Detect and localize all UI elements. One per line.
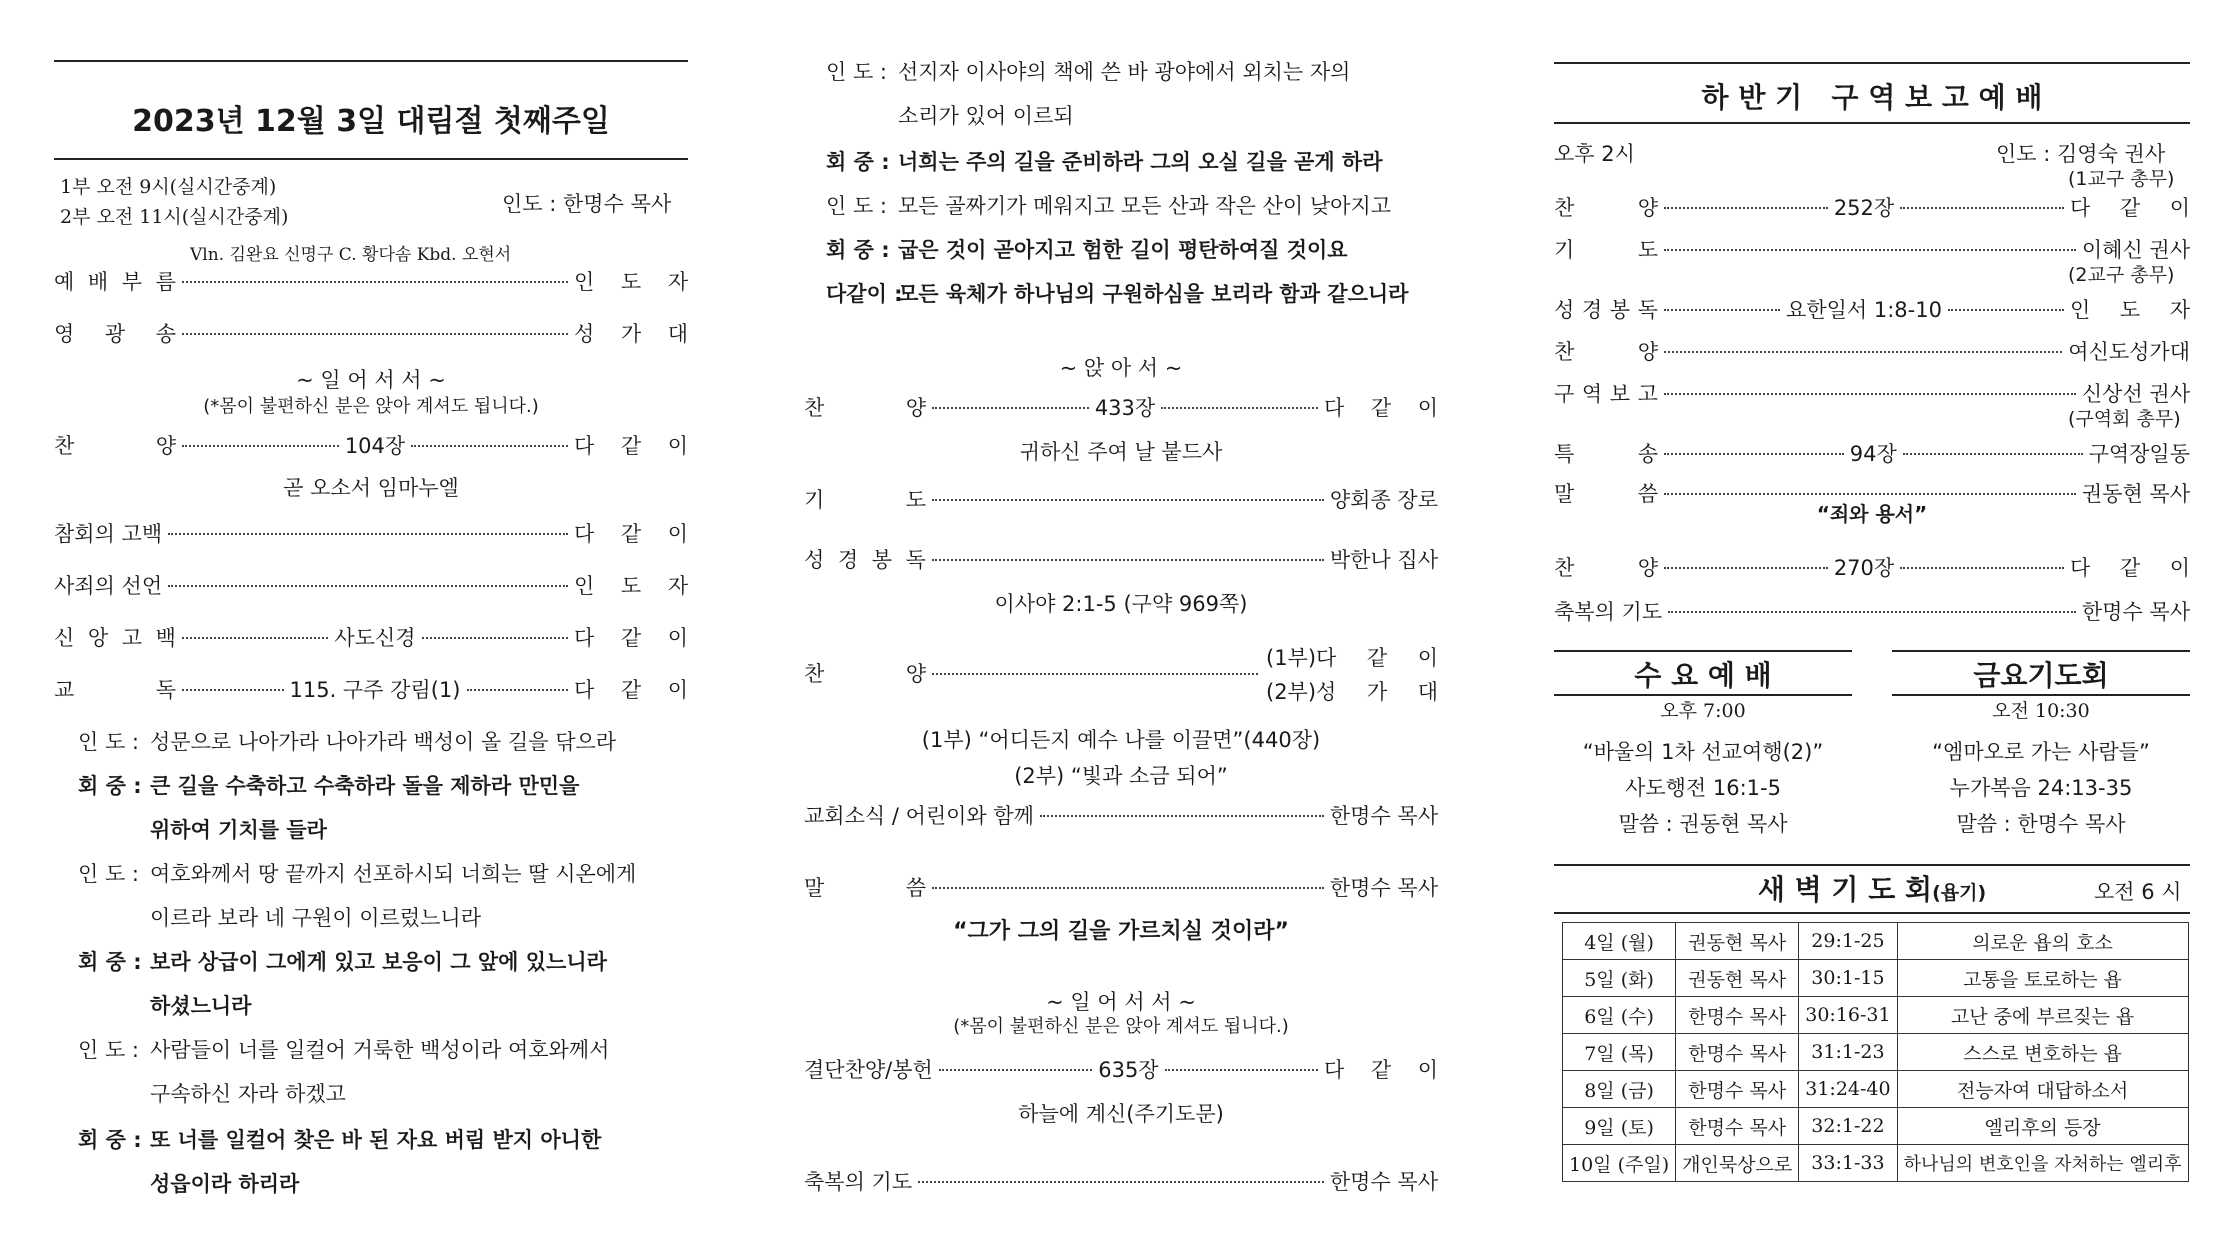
passage-cell: 33:1-33 [1799, 1145, 1897, 1182]
date-cell: 10일 (주일) [1563, 1145, 1676, 1182]
hymn-title: 귀하신 주여 날 붙드사 [1019, 440, 1223, 464]
leader-dots [1040, 815, 1324, 817]
order-value: 한명수 목사 [1329, 1170, 1438, 1194]
passage-cell: 30:1-15 [1799, 960, 1897, 997]
sermon-title: “그가 그의 길을 가르치실 것이라” [953, 919, 1289, 944]
order-label: 교회소식 / 어린이와 함께 [804, 804, 1034, 828]
preacher-cell: 개인묵상으로 [1676, 1145, 1799, 1182]
order-value: 다 같 이 [2070, 196, 2190, 220]
order-responsive-reading [54, 674, 688, 704]
order-news [804, 800, 1438, 830]
fri-title: 금요기도회 [1973, 659, 2109, 692]
order-value: 이혜신 권사 [2081, 238, 2190, 262]
leader-dots [1664, 351, 2062, 353]
leader-dots [1664, 393, 2076, 395]
resp-line: 구속하신 자라 하겠고 [150, 1082, 346, 1106]
wed-reference: 사도행전 16:1-5 [1625, 776, 1781, 800]
order-value: 인 도 자 [2070, 298, 2190, 322]
passage-cell: 32:1-22 [1799, 1108, 1897, 1145]
order-value: 다 같 이 [574, 522, 688, 546]
preacher-cell: 한명수 목사 [1676, 1071, 1799, 1108]
leader-dots [182, 281, 568, 283]
service-time-2: 2부 오전 11시(실시간중계) [60, 206, 289, 228]
resp-line: 모든 골짜기가 메워지고 모든 산과 작은 산이 낮아지고 [898, 194, 1392, 218]
order-label: 신 앙 고 백 [54, 626, 176, 650]
order-label: 교 독 [54, 678, 176, 702]
leader-dots [182, 637, 328, 639]
anthem-part1 [1266, 642, 1438, 672]
passage-cell: 30:16-31 [1799, 997, 1897, 1034]
hymn-number: 270장 [1833, 556, 1895, 580]
order-value: 인 도 자 [574, 270, 688, 294]
date-cell: 4일 (월) [1563, 923, 1676, 960]
resp-line: 이르라 보라 네 구원이 이르렀느니라 [150, 906, 481, 930]
preacher-cell: 권동현 목사 [1676, 923, 1799, 960]
leader-dots [1165, 1069, 1318, 1071]
page-title: 2023년 12월 3일 대림절 첫째주일 [132, 104, 610, 139]
resp-line: 위하여 기치를 들라 [150, 818, 327, 842]
order-label: 구 역 보 고 [1554, 382, 1658, 406]
table-row [1563, 1145, 2189, 1182]
wed-title: 수 요 예 배 [1634, 659, 1772, 692]
service-time-1: 1부 오전 9시(실시간중계) [60, 176, 277, 198]
resp-line: 하셨느니라 [150, 994, 252, 1018]
order-label: 기 도 [804, 488, 926, 512]
order-label: 기 도 [1554, 238, 1658, 262]
service-leader: 인도 : 한명수 목사 [502, 192, 672, 216]
table-row [1563, 1108, 2189, 1145]
dawn-title: 새 벽 기 도 회 [1757, 873, 1933, 906]
scripture-reference: 이사야 2:1-5 (구약 969쪽) [994, 592, 1248, 616]
order-label: 사죄의 선언 [54, 574, 163, 598]
leader-dots [1664, 249, 2076, 251]
sermon-title: “죄와 용서” [1816, 502, 1928, 526]
order-prayer [804, 484, 1438, 514]
hymn-title: 곧 오소서 임마누엘 [283, 476, 459, 500]
fri-top-rule [1892, 650, 2190, 652]
order-label: 찬 양 [804, 662, 926, 686]
left-title-rule [54, 158, 688, 160]
fri-time: 오전 10:30 [1992, 700, 2090, 722]
passage-cell: 29:1-25 [1799, 923, 1897, 960]
fri-preacher: 말씀 : 한명수 목사 [1956, 812, 2126, 836]
resp-line: 굽은 것이 곧아지고 험한 길이 평탄하여질 것이요 [898, 238, 1348, 262]
resp-line: 선지자 이사야의 책에 쓴 바 광야에서 외치는 자의 [898, 60, 1351, 84]
order-closing-hymn [804, 1054, 1438, 1084]
order-label: 영 광 송 [54, 322, 176, 346]
hymn-number: 104장 [344, 434, 406, 458]
topic-cell: 스스로 변호하는 욥 [1897, 1034, 2188, 1071]
order-gloria [54, 318, 688, 348]
leader-dots [1903, 453, 2083, 455]
order-value: 다 같 이 [2070, 556, 2190, 580]
resp-line: 보라 상급이 그에게 있고 보응이 그 앞에 있느니라 [150, 950, 607, 974]
order-label: 축복의 기도 [804, 1170, 913, 1194]
anthem-part2 [1266, 676, 1438, 706]
fri-reference: 누가복음 24:13-35 [1949, 776, 2133, 800]
resp-line: 너희는 주의 길을 준비하라 그의 오실 길을 곧게 하라 [898, 150, 1383, 174]
right-top-rule [1554, 62, 2190, 64]
order-label: 말 씀 [804, 876, 926, 900]
order-value: 한명수 목사 [2081, 600, 2190, 624]
section-title: 하 반 기 구 역 보 고 예 배 [1701, 81, 2043, 114]
meeting-time: 오후 2시 [1554, 142, 1635, 166]
resp-who: 회 중 : [826, 238, 890, 262]
topic-cell: 고난 중에 부르짖는 욥 [1897, 997, 2188, 1034]
order-value: 여신도성가대 [2068, 340, 2190, 364]
order-value: 신상선 권사 [2081, 382, 2190, 406]
leader-dots [1668, 611, 2076, 613]
leader-dots [932, 559, 1324, 561]
table-row [1563, 960, 2189, 997]
order-absolution [54, 570, 688, 600]
leader-dots [1948, 309, 2064, 311]
order-hymn-r1 [1554, 192, 2190, 222]
date-cell: 8일 (금) [1563, 1071, 1676, 1108]
order-label: 축복의 기도 [1554, 600, 1663, 624]
hymn-number: 252장 [1833, 196, 1895, 220]
resp-line: 또 너를 일컬어 찾은 바 된 자요 버림 받지 아니한 [150, 1128, 602, 1152]
leader-dots [168, 585, 568, 587]
order-value: 성 가 대 [574, 322, 688, 346]
order-scripture [804, 544, 1438, 574]
order-sermon [804, 872, 1438, 902]
wed-top-rule [1554, 650, 1852, 652]
order-hymn [54, 430, 688, 460]
hymn-number: 635장 [1098, 1058, 1159, 1082]
order-label: 참회의 고백 [54, 522, 163, 546]
fri-sermon: “엠마오로 가는 사람들” [1932, 740, 2150, 764]
leader-dots [1664, 207, 1828, 209]
order-special [1554, 438, 2190, 468]
closing-title: 하늘에 계신(주기도문) [1018, 1102, 1224, 1126]
passage-cell: 31:1-23 [1799, 1034, 1897, 1071]
resp-who: 인 도 : [826, 60, 887, 84]
resp-line: 성문으로 나아가라 나아가라 백성이 올 길을 닦으라 [150, 730, 617, 754]
order-value: 한명수 목사 [1329, 876, 1438, 900]
preacher-cell: 권동현 목사 [1676, 960, 1799, 997]
topic-cell: 엘리후의 등장 [1897, 1108, 2188, 1145]
preacher-cell: 한명수 목사 [1676, 1108, 1799, 1145]
resp-who: 인 도 : [826, 194, 887, 218]
order-benediction [804, 1166, 1438, 1196]
leader-dots [1900, 207, 2064, 209]
resp-who: 인 도 : [78, 862, 139, 886]
order-value: 양회종 장로 [1329, 488, 1438, 512]
order-label: 찬 양 [1554, 340, 1658, 364]
leader-dots [1900, 567, 2064, 569]
creed-name: 사도신경 [334, 626, 416, 650]
date-cell: 5일 (화) [1563, 960, 1676, 997]
resp-line: 여호와께서 땅 끝까지 선포하시되 너희는 딸 시온에게 [150, 862, 637, 886]
wed-time: 오후 7:00 [1660, 700, 1746, 722]
sit-heading: ~ 앉 아 서 ~ [1059, 356, 1183, 380]
order-value: 다 같 이 [574, 626, 688, 650]
topic-cell: 하나님의 변호인을 자처하는 엘리후 [1897, 1145, 2188, 1182]
resp-who: 회 중 : [826, 150, 890, 174]
leader-dots [932, 887, 1324, 889]
resp-who: 인 도 : [78, 1038, 139, 1062]
scripture-reference: 요한일서 1:8-10 [1786, 298, 1942, 322]
musicians: Vln. 김완요 신명구 C. 황다솜 Kbd. 오현서 [190, 245, 512, 265]
order-hymn-2 [804, 392, 1438, 422]
order-label: 성 경 봉 독 [804, 548, 926, 572]
order-value: 다 같 이 [1324, 396, 1438, 420]
order-label: 결단찬양/봉헌 [804, 1058, 933, 1082]
leader-dots [918, 1181, 1324, 1183]
part-label: (2부) [1266, 680, 1317, 704]
order-sub: (구역회 총무) [2068, 408, 2181, 430]
order-benediction-r [1554, 596, 2190, 626]
order-sub: (2교구 총무) [2068, 264, 2175, 286]
meeting-leader: 인도 : 김영숙 권사 [1996, 142, 2166, 166]
leader-dots [932, 673, 1258, 675]
stand-heading: ~ 일 어 서 서 ~ [296, 368, 446, 392]
order-value: 다 같 이 [1324, 1058, 1438, 1082]
order-label: 성 경 봉 독 [1554, 298, 1658, 322]
stand-note: (*몸이 불편하신 분은 앉아 계셔도 됩니다.) [203, 396, 539, 417]
order-value: 다 같 이 [574, 434, 688, 458]
anthem-title-1: (1부) “어디든지 예수 나를 이끌면”(440장) [921, 728, 1321, 752]
resp-who: 회 중 : [78, 950, 142, 974]
leader-dots [182, 333, 568, 335]
right-title-rule [1554, 122, 2190, 124]
order-scripture-r [1554, 294, 2190, 324]
order-value: 권동현 목사 [2081, 482, 2190, 506]
order-label: 특 송 [1554, 442, 1658, 466]
dawn-time: 오전 6 시 [2094, 880, 2182, 904]
resp-line: 소리가 있어 이르되 [898, 104, 1074, 128]
leader-dots [422, 637, 568, 639]
wed-preacher: 말씀 : 권동현 목사 [1618, 812, 1788, 836]
order-value: 다 같 이 [1316, 646, 1438, 670]
order-hymn-r2 [1554, 336, 2190, 366]
dawn-title-rule [1554, 912, 2190, 914]
anthem-title-2: (2부) “빛과 소금 되어” [1014, 764, 1228, 788]
order-label: 찬 양 [54, 434, 176, 458]
stand-note-2: (*몸이 불편하신 분은 앉아 계셔도 됩니다.) [953, 1016, 1289, 1037]
wed-sermon: “바울의 1차 선교여행(2)” [1582, 740, 1824, 764]
dawn-subtitle: (욥기) [1932, 882, 1987, 904]
table-row [1563, 997, 2189, 1034]
hymn-number: 94장 [1849, 442, 1897, 466]
resp-who: 인 도 : [78, 730, 139, 754]
topic-cell: 전능자여 대답하소서 [1897, 1071, 2188, 1108]
order-label: 예 배 부 름 [54, 270, 176, 294]
leader-dots [932, 407, 1089, 409]
table-row [1563, 923, 2189, 960]
leader-dots [182, 689, 284, 691]
stand-heading-2: ~ 일 어 서 서 ~ [1046, 990, 1196, 1014]
leader-dots [182, 445, 339, 447]
topic-cell: 의로운 욥의 호소 [1897, 923, 2188, 960]
leader-dots [939, 1069, 1092, 1071]
leader-dots [1664, 309, 1780, 311]
resp-line: 성읍이라 하리라 [150, 1172, 300, 1196]
leader-dots [1664, 567, 1828, 569]
order-value: 한명수 목사 [1329, 804, 1438, 828]
leader-dots [168, 533, 568, 535]
resp-who: 다같이 : [826, 282, 903, 306]
leader-dots [1161, 407, 1318, 409]
meeting-leader-sub: (1교구 총무) [2068, 168, 2175, 190]
order-confession [54, 518, 688, 548]
order-value: 인 도 자 [574, 574, 688, 598]
order-label: 찬 양 [804, 396, 926, 420]
dawn-top-rule [1554, 864, 2190, 866]
preacher-cell: 한명수 목사 [1676, 1034, 1799, 1071]
passage-cell: 31:24-40 [1799, 1071, 1897, 1108]
order-label: 찬 양 [1554, 556, 1658, 580]
leader-dots [1664, 453, 1844, 455]
order-label: 찬 양 [1554, 196, 1658, 220]
table-row [1563, 1071, 2189, 1108]
order-value: 박한나 집사 [1329, 548, 1438, 572]
order-creed [54, 622, 688, 652]
order-value: 구역장일동 [2088, 442, 2191, 466]
leader-dots [1664, 493, 2076, 495]
resp-line: 사람들이 너를 일컬어 거룩한 백성이라 여호와께서 [150, 1038, 610, 1062]
date-cell: 7일 (목) [1563, 1034, 1676, 1071]
preacher-cell: 한명수 목사 [1676, 997, 1799, 1034]
order-value: 성 가 대 [1316, 680, 1438, 704]
reading-title: 115. 구주 강림(1) [289, 678, 461, 702]
order-label: 말 씀 [1554, 482, 1658, 506]
resp-who: 회 중 : [78, 1128, 142, 1152]
order-call-to-worship [54, 266, 688, 296]
resp-line: 큰 길을 수축하고 수축하라 돌을 제하라 만민을 [150, 774, 580, 798]
date-cell: 9일 (토) [1563, 1108, 1676, 1145]
left-top-rule [54, 60, 688, 62]
order-value: 다 같 이 [574, 678, 688, 702]
part-label: (1부) [1266, 646, 1317, 670]
leader-dots [411, 445, 568, 447]
leader-dots [932, 499, 1324, 501]
hymn-number: 433장 [1094, 396, 1156, 420]
table-row [1563, 1034, 2189, 1071]
order-hymn-r3 [1554, 552, 2190, 582]
resp-line: 모든 육체가 하나님의 구원하심을 보리라 함과 같으니라 [898, 282, 1409, 306]
topic-cell: 고통을 토로하는 욥 [1897, 960, 2188, 997]
leader-dots [467, 689, 569, 691]
date-cell: 6일 (수) [1563, 997, 1676, 1034]
dawn-schedule-table [1562, 922, 2189, 1182]
resp-who: 회 중 : [78, 774, 142, 798]
